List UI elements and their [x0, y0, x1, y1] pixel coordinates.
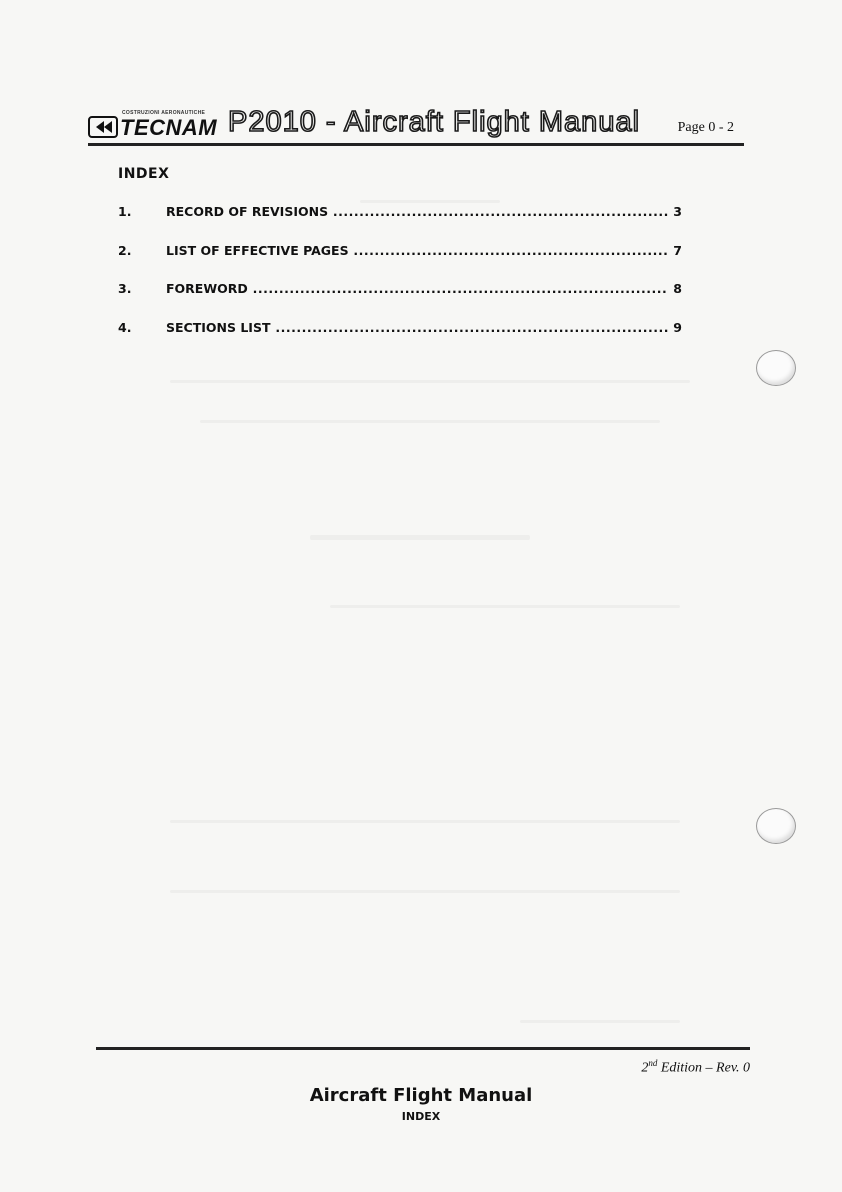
header-rule	[88, 143, 744, 146]
scan-artifact	[170, 380, 690, 383]
toc-label: RECORD OF REVISIONS .....	[166, 204, 668, 219]
page-header	[88, 108, 744, 144]
edition-ordinal: 2	[641, 1060, 649, 1076]
edition-label	[641, 1058, 750, 1077]
manual-title: P2010 - Aircraft Flight Manual	[228, 106, 641, 138]
footer-subtitle: INDEX	[401, 1110, 441, 1123]
toc-entry[interactable]	[118, 204, 684, 243]
scan-artifact	[520, 1020, 680, 1023]
scan-artifact	[170, 890, 680, 893]
footer-title: Aircraft Flight Manual	[309, 1085, 533, 1106]
punch-hole	[756, 350, 796, 386]
toc-label: LIST OF EFFECTIVE PAGES .....	[166, 243, 668, 258]
toc-page: 7	[673, 242, 682, 258]
logo-tagline: COSTRUZIONI AERONAUTICHE	[122, 110, 206, 116]
toc-page: 3	[673, 204, 682, 219]
toc-page: 9	[673, 320, 682, 336]
edition-revision: Edition – Rev. 0	[657, 1060, 750, 1076]
scan-artifact	[170, 820, 680, 823]
tecnam-logo	[88, 110, 218, 140]
toc-entry[interactable]	[118, 281, 684, 320]
scan-artifact	[360, 200, 500, 203]
punch-hole	[756, 808, 796, 844]
edition-ordinal-suffix: nd	[648, 1058, 658, 1068]
scan-artifact	[310, 535, 530, 540]
scan-artifact	[330, 605, 680, 608]
logo-wordmark: TECNAM	[120, 115, 218, 140]
toc-label: SECTIONS LIST .....	[166, 320, 668, 335]
toc-label: FOREWORD .....	[166, 281, 668, 296]
toc-number: 4.	[118, 320, 132, 336]
toc-page: 8	[673, 281, 682, 297]
toc-entry[interactable]	[118, 243, 684, 282]
table-of-contents	[118, 204, 684, 359]
tecnam-chevron-icon	[88, 116, 118, 138]
index-heading: INDEX	[118, 166, 170, 182]
toc-entry[interactable]	[118, 320, 684, 359]
footer-rule	[96, 1047, 750, 1050]
toc-number: 2.	[118, 242, 132, 258]
page-number: Page 0 - 2	[677, 120, 734, 135]
toc-number: 3.	[118, 281, 132, 297]
toc-number: 1.	[118, 204, 132, 219]
scan-artifact	[200, 420, 660, 423]
